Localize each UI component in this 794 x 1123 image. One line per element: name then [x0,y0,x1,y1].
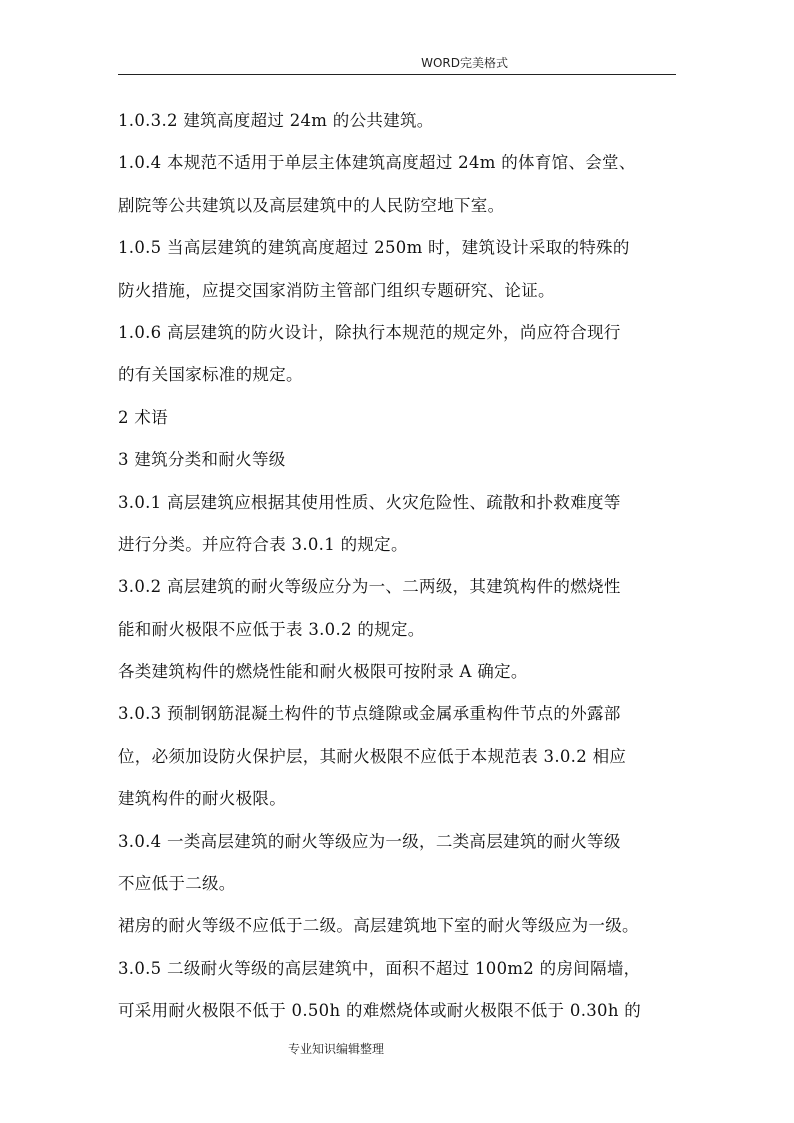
text-line: 3.0.3 预制钢筋混凝土构件的节点缝隙或金属承重构件节点的外露部 [118,704,621,724]
text-line: 建筑构件的耐火极限。 [118,789,286,809]
text-line: 3.0.5 二级耐火等级的高层建筑中，面积不超过 100m2 的房间隔墙， [118,958,641,978]
section-heading: 2 术语 [118,407,168,427]
text-line: 1.0.5 当高层建筑的建筑高度超过 250m 时，建筑设计采取的特殊的 [118,238,630,258]
text-line: 1.0.4 本规范不适用于单层主体建筑高度超过 24m 的体育馆、会堂、 [118,153,636,173]
section-heading: 3 建筑分类和耐火等级 [118,450,286,470]
text-line: 位，必须加设防火保护层，其耐火极限不应低于本规范表 3.0.2 相应 [118,746,627,766]
text-line: 1.0.6 高层建筑的防火设计，除执行本规范的规定外，尚应符合现行 [118,322,621,342]
text-line: 3.0.1 高层建筑应根据其使用性质、火灾危险性、疏散和扑救难度等 [118,492,621,512]
text-line: 可采用耐火极限不低于 0.50h 的难燃烧体或耐火极限不低于 0.30h 的 [118,1001,642,1021]
text-line: 3.0.2 高层建筑的耐火等级应分为一、二两级，其建筑构件的燃烧性 [118,577,621,597]
page-footer: 专业知识编辑整理 [287,1042,384,1056]
page-header [118,52,676,75]
text-line: 不应低于二级。 [118,874,236,894]
document-body [118,100,680,1033]
text-line: 能和耐火极限不应低于表 3.0.2 的规定。 [118,619,425,639]
text-line: 各类建筑构件的燃烧性能和耐火极限可按附录 A 确定。 [118,662,528,682]
header-title: WORD完美格式 [421,56,508,70]
text-line: 防火措施，应提交国家消防主管部门组织专题研究、论证。 [118,280,555,300]
text-line: 剧院等公共建筑以及高层建筑中的人民防空地下室。 [118,195,505,215]
text-line: 3.0.4 一类高层建筑的耐火等级应为一级，二类高层建筑的耐火等级 [118,831,621,851]
text-line: 的有关国家标准的规定。 [118,365,303,385]
text-line: 裙房的耐火等级不应低于二级。高层建筑地下室的耐火等级应为一级。 [118,916,639,936]
text-line: 进行分类。并应符合表 3.0.1 的规定。 [118,534,408,554]
text-line: 1.0.3.2 建筑高度超过 24m 的公共建筑。 [118,111,434,130]
